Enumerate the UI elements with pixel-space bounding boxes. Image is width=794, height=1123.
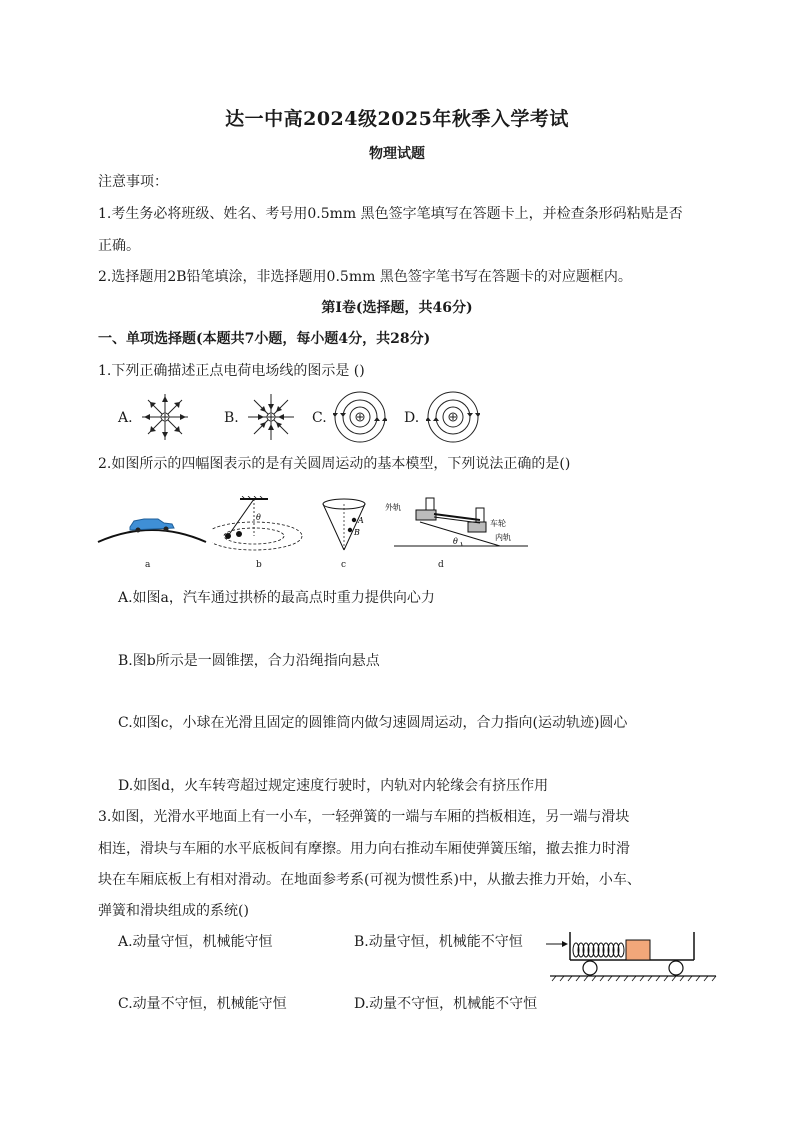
q1-option-d-label: D. (404, 410, 420, 426)
q1-figure-b-inward-field (246, 392, 296, 442)
q2-figure-c-point-b: B (354, 528, 360, 537)
q3-stem-line-4: 弹簧和滑块组成的系统() (98, 903, 249, 919)
notice-item-2: 2.选择题用2B铅笔填涂，非选择题用0.5mm 黑色签字笔书写在答题卡的对应题框内。 (98, 269, 632, 285)
q3-option-a: A.动量守恒，机械能守恒 (118, 934, 273, 950)
q2-figure-d-theta: θ (453, 537, 458, 546)
q3-option-d: D.动量不守恒，机械能不守恒 (354, 996, 538, 1012)
q2-figure-c-cone (320, 496, 370, 556)
notice-item-1-line-2: 正确。 (98, 238, 140, 254)
notice-heading: 注意事项： (98, 174, 168, 190)
q2-caption-b: b (256, 560, 262, 570)
notice-item-1-line-1: 1.考生务必将班级、姓名、考号用0.5mm 黑色签字笔填写在答题卡上，并检查条形码粘贴是否 (98, 206, 683, 222)
q1-stem: 1.下列正确描述正点电荷电场线的图示是 () (98, 363, 365, 379)
q2-figure-d-outer-rail: 外轨 (385, 503, 401, 512)
q2-figure-d-banked-track (380, 494, 530, 554)
part-1-heading: 第Ⅰ卷(选择题，共46分) (321, 300, 473, 316)
q2-caption-c: c (341, 560, 347, 570)
q3-slider-block (626, 940, 650, 960)
q1-option-a-label: A. (118, 410, 133, 426)
q1-option-c-label: C. (312, 410, 327, 426)
q2-stem: 2.如图所示的四幅图表示的是有关圆周运动的基本模型，下列说法正确的是() (98, 456, 571, 472)
q2-option-d: D.如图d，火车转弯超过规定速度行驶时，内轨对内轮缘会有挤压作用 (118, 778, 549, 794)
q2-figure-c-point-a: A (358, 516, 364, 525)
q1-option-b-label: B. (224, 410, 239, 426)
q3-option-b: B.动量守恒，机械能不守恒 (354, 934, 523, 950)
q1-figure-a-outward-field (140, 392, 190, 442)
section-1-heading: 一、单项选择题(本题共7小题，每小题4分，共28分) (98, 331, 431, 347)
q2-figure-b-conical-pendulum (212, 496, 312, 556)
q1-figure-d-circular-field (426, 390, 480, 444)
q2-caption-a: a (145, 560, 151, 570)
exam-title: 达一中高2024级2025年秋季入学考试 (225, 108, 569, 130)
q2-figure-d-inner-rail: 内轨 (495, 533, 511, 542)
q2-option-a: A.如图a，汽车通过拱桥的最高点时重力提供向心力 (118, 590, 435, 606)
q3-stem-line-3: 块在车厢底板上有相对滑动。在地面参考系(可视为惯性系)中，从撤去推力开始，小车、 (98, 872, 641, 888)
q2-figure-b-theta: θ (256, 513, 261, 522)
q3-stem-line-2: 相连，滑块与车厢的水平底板间有摩擦。用力向右推动车厢使弹簧压缩，撤去推力时滑 (98, 841, 630, 857)
q2-figure-d-wheel: 车轮 (490, 519, 506, 528)
q2-caption-d: d (438, 560, 444, 570)
q1-figure-c-circular-field (333, 390, 387, 444)
q3-figure-cart-spring-block (544, 928, 720, 984)
exam-subtitle: 物理试题 (369, 146, 425, 162)
q3-stem-line-1: 3.如图，光滑水平地面上有一小车，一轻弹簧的一端与车厢的挡板相连，另一端与滑块 (98, 809, 630, 825)
q2-option-c: C.如图c，小球在光滑且固定的圆锥筒内做匀速圆周运动，合力指向(运动轨迹)圆心 (118, 715, 628, 731)
q3-option-c: C.动量不守恒，机械能守恒 (118, 996, 287, 1012)
q2-figure-a-arched-bridge (96, 504, 208, 574)
q2-option-b: B.图b所示是一圆锥摆，合力沿绳指向悬点 (118, 653, 380, 669)
